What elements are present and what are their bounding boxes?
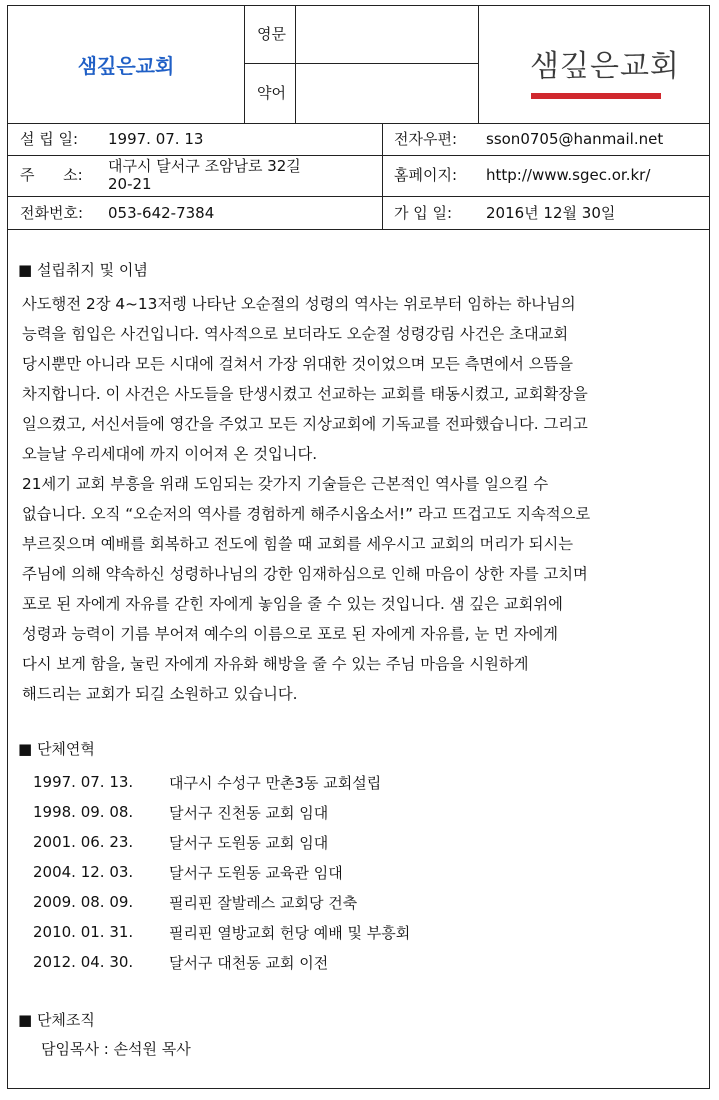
phone-label: 전화번호: <box>20 204 84 222</box>
history-event: 달서구 진천동 교회 임대 <box>169 803 329 822</box>
purpose-body <box>22 289 702 709</box>
purpose-line: 사도행전 2장 4~13저렝 나타난 오순절의 성령의 역사는 위로부터 임하는 하나님의 <box>22 295 576 313</box>
homepage-value: http://www.sgec.or.kr/ <box>486 166 651 184</box>
homepage-label: 홈페이지: <box>394 166 458 184</box>
address-line2: 20-21 <box>108 175 152 193</box>
purpose-line: 다시 보게 함을, 눌린 자에게 자유화 해방을 줄 수 있는 주님 마음을 시원하게 <box>22 655 529 673</box>
history-title: ■ 단체연혁 <box>18 740 95 758</box>
history-event: 필리핀 잘발레스 교회당 건축 <box>169 893 358 912</box>
divider <box>7 123 710 124</box>
purpose-line: 일으켰고, 서신서들에 영간을 주었고 모든 지상교회에 기독교를 전파했습니다. 그리고 <box>22 415 588 433</box>
joined-label: 가 입 일: <box>394 204 453 222</box>
purpose-line: 해드리는 교회가 되길 소원하고 있습니다. <box>22 685 298 703</box>
email-value: sson0705@hanmail.net <box>486 130 664 148</box>
purpose-line: 없습니다. 오직 “오순저의 역사를 경험하게 해주시옵소서!” 라고 뜨겁고도 지속적으로 <box>22 505 591 523</box>
founded-label: 설 립 일: <box>20 130 79 148</box>
logo-underline <box>531 93 661 99</box>
purpose-line: 주님에 의해 약속하신 성령하나님의 강한 임재하심으로 인해 마음이 상한 자를 고치며 <box>22 565 588 583</box>
church-logo <box>478 5 709 123</box>
divider <box>7 229 710 230</box>
history-date: 2010. 01. 31. <box>33 923 134 941</box>
divider <box>244 63 478 64</box>
logo-text: 샘깊은교회 <box>530 49 680 84</box>
history-date: 1997. 07. 13. <box>33 773 134 791</box>
divider <box>295 5 296 123</box>
history-item <box>33 767 410 797</box>
purpose-title: ■ 설립취지 및 이념 <box>18 261 148 279</box>
purpose-line: 오늘날 우리세대에 까지 이어져 온 것입니다. <box>22 445 318 463</box>
history-event: 달서구 도원동 교육관 임대 <box>169 863 343 882</box>
pastor-line: 담임목사 : 손석원 목사 <box>41 1040 191 1058</box>
purpose-line: 당시뿐만 아니라 모든 시대에 걸쳐서 가장 위대한 것이었으며 모든 측면에서 으뜸을 <box>22 355 574 373</box>
purpose-line: 능력을 힘입은 사건입니다. 역사적으로 보더라도 오순절 성령강림 사건은 초대교회 <box>22 325 569 343</box>
address-label: 주 소: <box>20 166 83 184</box>
organization-title: ■ 단체조직 <box>18 1011 95 1029</box>
purpose-line: 성령과 능력이 기름 부어져 예수의 이름으로 포로 된 자에게 자유를, 눈 먼 자에게 <box>22 625 559 643</box>
divider <box>244 5 245 123</box>
history-date: 2004. 12. 03. <box>33 863 134 881</box>
abbreviation-label: 약어 <box>257 84 286 102</box>
divider <box>382 123 383 229</box>
history-item <box>33 887 410 917</box>
purpose-line: 차지합니다. 이 사건은 사도들을 탄생시켰고 선교하는 교회를 태동시켰고, 교회확장을 <box>22 385 588 403</box>
history-item <box>33 857 410 887</box>
history-date: 2001. 06. 23. <box>33 833 134 851</box>
org-name: 샘깊은교회 <box>77 53 175 78</box>
divider <box>7 155 710 156</box>
email-label: 전자우편: <box>394 130 458 148</box>
purpose-line: 21세기 교회 부흥을 위래 도임되는 갖가지 기술들은 근본적인 역사를 일으킬 수 <box>22 475 549 493</box>
history-date: 2012. 04. 30. <box>33 953 134 971</box>
history-event: 대구시 수성구 만촌3동 교회설립 <box>169 773 382 792</box>
founded-value: 1997. 07. 13 <box>108 130 204 148</box>
joined-value: 2016년 12월 30일 <box>486 204 616 222</box>
history-event: 달서구 도원동 교회 임대 <box>169 833 329 852</box>
history-list <box>33 767 410 977</box>
history-item <box>33 917 410 947</box>
history-date: 2009. 08. 09. <box>33 893 134 911</box>
address-line1: 대구시 달서구 조암남로 32길 <box>108 157 301 175</box>
history-event: 필리핀 열방교회 헌당 예배 및 부흥회 <box>169 923 411 942</box>
history-item <box>33 947 410 977</box>
history-date: 1998. 09. 08. <box>33 803 134 821</box>
purpose-line: 포로 된 자에게 자유를 갇힌 자에게 놓임을 줄 수 있는 것입니다. 샘 깊은 교회위에 <box>22 595 563 613</box>
history-item <box>33 797 410 827</box>
english-name-label: 영문 <box>257 25 286 43</box>
history-event: 달서구 대천동 교회 이전 <box>169 953 329 972</box>
divider <box>7 196 710 197</box>
phone-value: 053-642-7384 <box>108 204 215 222</box>
purpose-line: 부르짖으며 예배를 회복하고 전도에 힘쓸 때 교회를 세우시고 교회의 머리가 되시는 <box>22 535 574 553</box>
history-item <box>33 827 410 857</box>
